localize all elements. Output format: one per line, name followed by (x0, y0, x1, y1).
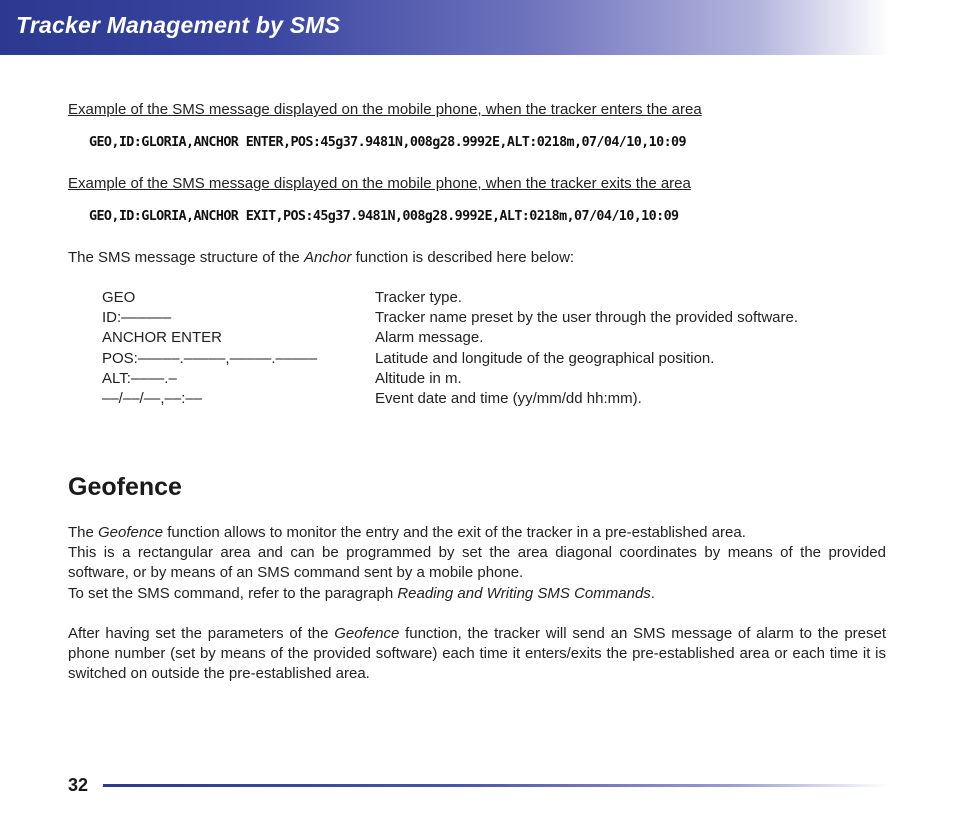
field-description: Alarm message. (375, 329, 484, 347)
p3-text-before: To set the SMS command, refer to the paragraph (68, 584, 398, 602)
field-key: GEO (102, 289, 136, 306)
exit-example-message: GEO,ID:GLORIA,ANCHOR EXIT,POS:45g37.9481N,008g28.9992E,ALT:0218m,07/04/10,10:09 (89, 209, 679, 224)
field-key: ID:–––––– (102, 309, 172, 327)
geofence-paragraph-2 (68, 624, 886, 685)
field-key: ––/––/––,––:–– (102, 389, 203, 407)
p1-text-before: The (68, 524, 99, 541)
field-description: Latitude and longitude of the geographical position. (375, 349, 715, 367)
header-band (0, 0, 890, 55)
geofence-section-title: Geofence (68, 473, 182, 501)
field-description: Event date and time (yy/mm/dd hh:mm). (375, 389, 642, 407)
field-description: Altitude in m. (375, 369, 462, 387)
footer-rule (103, 784, 888, 787)
page-header-title: Tracker Management by SMS (16, 12, 341, 38)
p3-reference-term: Reading and Writing SMS Commands (397, 584, 651, 602)
p3-text-after: . (650, 584, 655, 602)
enter-example-caption: Example of the SMS message displayed on the mobile phone, when the tracker enters the area (68, 101, 702, 118)
field-key: POS:–––––.–––––,–––––.––––– (102, 349, 318, 367)
field-key: ALT:––––.– (102, 369, 177, 387)
p4-geofence-term: Geofence (334, 625, 400, 642)
p1-text-after: function allows to monitor the entry and the exit of the tracker in a pre-established area. (163, 524, 746, 541)
enter-example-message: GEO,ID:GLORIA,ANCHOR ENTER,POS:45g37.9481N,008g28.9992E,ALT:0218m,07/04/10,10:09 (89, 135, 686, 150)
intro-text-after: function is described here below: (351, 249, 575, 266)
exit-example-caption: Example of the SMS message displayed on the mobile phone, when the tracker exits the area (68, 175, 691, 192)
intro-anchor-term: Anchor (303, 249, 352, 266)
structure-intro (68, 249, 574, 266)
field-key: ANCHOR ENTER (102, 329, 223, 347)
p4-text-after: function, the tracker will send an SMS message of alarm to the preset phone number (set by means of the provided software) each time it enters/exits the pre-established area or each time it is switched on outside the pre-established area. (68, 625, 887, 683)
p1-geofence-term: Geofence (98, 524, 164, 541)
geofence-paragraph-1 (68, 523, 886, 604)
p2-text: This is a rectangular area and can be programmed by set the area diagonal coordinates by means of the provided software, or by means of an SMS command sent by a mobile phone. (68, 544, 886, 582)
field-description: Tracker name preset by the user through the provided software. (375, 309, 798, 327)
p4-text-before: After having set the parameters of the (68, 625, 335, 642)
page-number: 32 (68, 775, 89, 795)
intro-text-before: The SMS message structure of the (68, 249, 304, 266)
field-description: Tracker type. (375, 289, 462, 306)
